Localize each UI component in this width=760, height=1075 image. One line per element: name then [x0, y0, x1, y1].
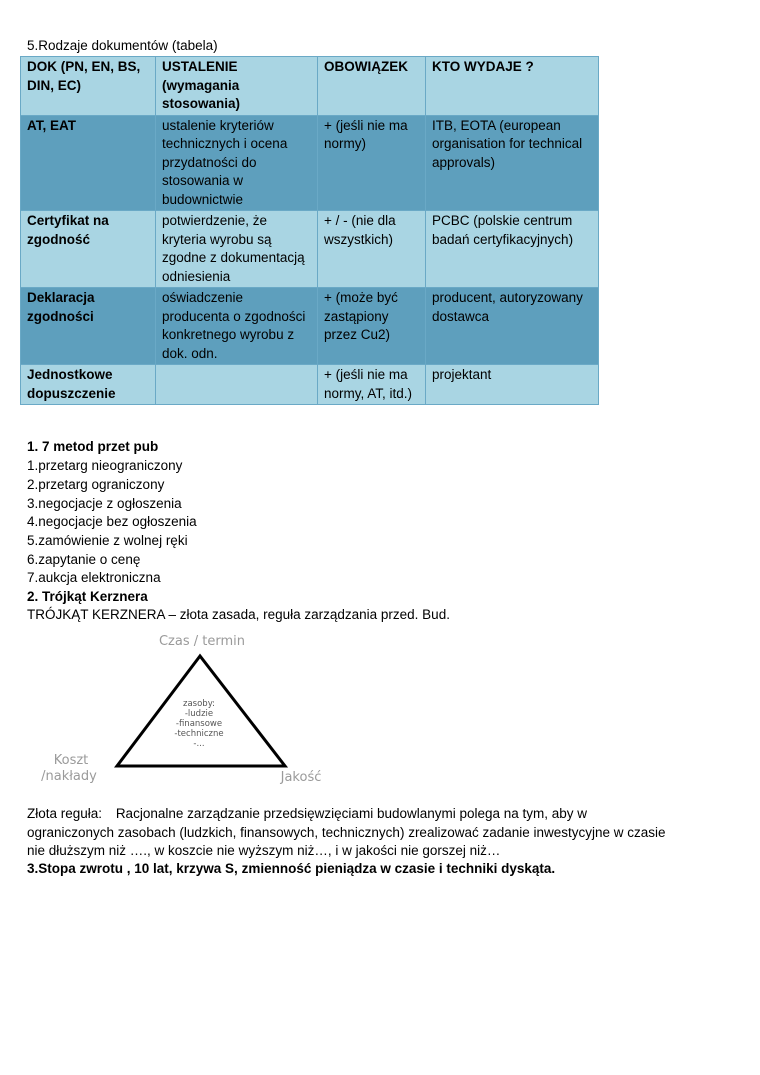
table-cell: PCBC (polskie centrum badań certyfikacyjnych): [426, 211, 599, 288]
table-cell: + (jeśli nie ma normy, AT, itd.): [318, 365, 426, 405]
table-cell: potwierdzenie, że kryteria wyrobu są zgodne z dokumentacją odniesienia: [156, 211, 318, 288]
section5-heading: 5.Rodzaje dokumentów (tabela): [27, 38, 218, 53]
table-cell: oświadczenie producenta o zgodności konkretnego wyrobu z dok. odn.: [156, 288, 318, 365]
center-line: -finansowe: [175, 719, 223, 729]
center-line: -ludzie: [184, 709, 214, 719]
list-item: 4.negocjacje bez ogłoszenia: [27, 514, 197, 529]
table-cell: ITB, EOTA (european organisation for technical approvals): [426, 115, 599, 211]
table-row: [21, 365, 599, 405]
table-cell: Deklaracja zgodności: [21, 288, 156, 365]
golden-rule-paragraph: [27, 805, 667, 861]
table-cell: + / - (nie dla wszystkich): [318, 211, 426, 288]
right-label: Jakość: [280, 770, 322, 785]
table-header-cell: USTALENIE (wymagania stosowania): [156, 57, 318, 116]
list-item: 3.negocjacje z ogłoszenia: [27, 496, 182, 511]
table-header-cell: OBOWIĄZEK: [318, 57, 426, 116]
table-cell: [156, 365, 318, 405]
table-cell: + (jeśli nie ma normy): [318, 115, 426, 211]
table-header-cell: KTO WYDAJE ?: [426, 57, 599, 116]
list-item: 7.aukcja elektroniczna: [27, 570, 161, 585]
table-row: [21, 115, 599, 211]
table-cell: Jednostkowe dopuszczenie: [21, 365, 156, 405]
table-cell: projektant: [426, 365, 599, 405]
golden-rule-label: Złota reguła:: [27, 806, 103, 821]
table-cell: Certyfikat na zgodność: [21, 211, 156, 288]
table-header-cell: DOK (PN, EN, BS, DIN, EC): [21, 57, 156, 116]
list-item: 5.zamówienie z wolnej ręki: [27, 533, 188, 548]
center-line: zasoby:: [183, 699, 215, 709]
table-cell: AT, EAT: [21, 115, 156, 211]
section3-heading: 3.Stopa zwrotu , 10 lat, krzywa S, zmienność pieniądza w czasie i techniki dyskąta.: [27, 861, 556, 876]
section2-subtitle: TRÓJKĄT KERZNERA – złota zasada, reguła zarządzania przed. Bud.: [27, 607, 450, 622]
section2-heading: 2. Trójkąt Kerznera: [27, 589, 148, 604]
kerzner-triangle-diagram: [25, 628, 345, 788]
table-row: [21, 211, 599, 288]
table-cell: ustalenie kryteriów technicznych i ocena przydatności do stosowania w budownictwie: [156, 115, 318, 211]
table-cell: producent, autoryzowany dostawca: [426, 288, 599, 365]
list-item: 2.przetarg ograniczony: [27, 477, 165, 492]
list-item: 6.zapytanie o cenę: [27, 552, 141, 567]
section1-heading: 1. 7 metod przet pub: [27, 439, 159, 454]
golden-rule-text: Racjonalne zarządzanie przedsięwzięciami budowlanymi polega na tym, aby w ograniczonych zasobach (ludzkich, finansowych, technicznych) zrealizować zadanie inwestycyjne w czasie nie dłuższym niż …., w koszcie nie wyższym niż…, i w jakości nie gorszej niż…: [27, 806, 666, 859]
top-label: Czas / termin: [158, 634, 246, 649]
left-label-2: /nakłady: [41, 769, 97, 784]
table-cell: + (może być zastąpiony przez Cu2): [318, 288, 426, 365]
table-row: [21, 288, 599, 365]
list-item: 1.przetarg nieograniczony: [27, 458, 183, 473]
center-line: -techniczne: [174, 729, 224, 739]
center-line: -...: [193, 739, 205, 749]
left-label-1: Koszt: [53, 753, 89, 768]
table-header-row: [21, 57, 599, 116]
documents-table: [20, 56, 599, 405]
